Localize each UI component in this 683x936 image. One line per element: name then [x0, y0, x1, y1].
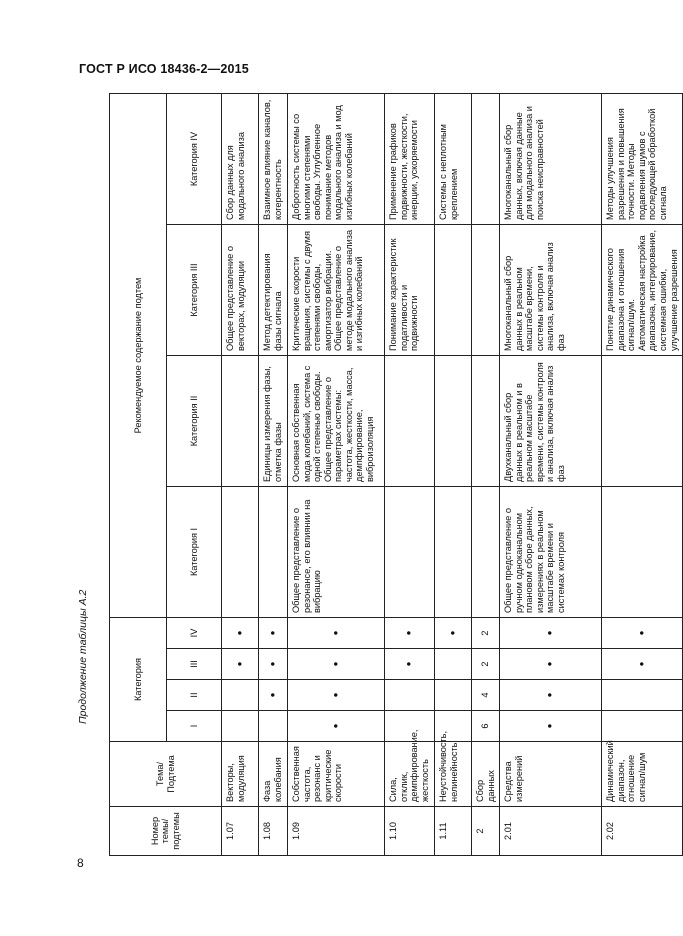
row-rec-ii: Основная собственная мода колебаний, система с одной степенью свободы. Общее представление о параметрах системы: частота, жесткости, масса, демпфирование, виброизоляция: [288, 355, 385, 486]
row-rec-ii: Двухканальный сбор данных в реальном и в реальном масштабе времени, системы контроля и анализа, включая анализ фаз: [500, 355, 602, 486]
table-row: [222, 93, 259, 855]
document-header: ГОСТ Р ИСО 18436-2—2015: [79, 62, 249, 76]
row-rec-i: [222, 486, 259, 617]
row-cat-iv: 2: [472, 617, 500, 648]
row-topic: Векторы, модуляция: [222, 742, 259, 807]
row-rec-i: [259, 486, 288, 617]
row-cat-iii: •: [602, 649, 683, 680]
row-cat-i: [602, 711, 683, 742]
row-rec-i: [602, 486, 683, 617]
table-row: [259, 93, 288, 855]
row-rec-iii: Понимание характеристик податливости и подвижности: [385, 224, 435, 355]
row-rec-iii: [472, 224, 500, 355]
row-cat-ii: [222, 680, 259, 711]
row-number: 1.08: [259, 807, 288, 856]
row-rec-ii: [435, 355, 472, 486]
header-cat-ii: II: [167, 680, 222, 711]
row-rec-iii: Метод детектирования фазы сигнала: [259, 224, 288, 355]
header-cat-iv: IV: [167, 617, 222, 648]
row-rec-iv: Взаимное влияние каналов, когерентность: [259, 93, 288, 224]
header-rec-i: Категория I: [167, 486, 222, 617]
row-rec-ii: [472, 355, 500, 486]
row-rec-iv: Системы с неплотным креплением: [435, 93, 472, 224]
header-cat-i: I: [167, 711, 222, 742]
row-cat-i: •: [500, 711, 602, 742]
header-rec-iv: Категория IV: [167, 93, 222, 224]
row-rec-iii: Многоканальный сбор данных в реальном масштабе времени, системы контроля и анализа, включая анализ фаз: [500, 224, 602, 355]
row-cat-i: [259, 711, 288, 742]
row-cat-ii: [385, 680, 435, 711]
row-cat-iv: •: [222, 617, 259, 648]
row-cat-ii: [435, 680, 472, 711]
row-rec-i: [472, 486, 500, 617]
row-number: 1.10: [385, 807, 435, 856]
row-number: 1.11: [435, 807, 472, 856]
table-row: [500, 93, 602, 855]
row-rec-iv: [472, 93, 500, 224]
row-cat-iii: •: [385, 649, 435, 680]
header-category: Категория: [110, 617, 167, 741]
row-cat-ii: •: [288, 680, 385, 711]
row-rec-iv: Сбор данных для модального анализа: [222, 93, 259, 224]
row-cat-iii: •: [222, 649, 259, 680]
row-cat-iv: •: [385, 617, 435, 648]
row-number: 1.07: [222, 807, 259, 856]
row-rec-iii: [435, 224, 472, 355]
row-number: 1.09: [288, 807, 385, 856]
table-row: [385, 93, 435, 855]
row-rec-i: Общее представление о резонансе, его влиянии на вибрацию: [288, 486, 385, 617]
row-rec-ii: [602, 355, 683, 486]
row-rec-iii: Общее представление о векторах, модуляции: [222, 224, 259, 355]
header-recommended: Рекомендуемое содержание подтем: [110, 93, 167, 617]
table-row: [602, 93, 683, 855]
row-topic: Сила, отклик, демпфирование, жесткость: [385, 742, 435, 807]
row-number: 2.01: [500, 807, 602, 856]
page-number: 8: [77, 856, 84, 870]
row-cat-ii: [602, 680, 683, 711]
row-cat-iii: [435, 649, 472, 680]
row-topic: Средства измерений: [500, 742, 602, 807]
row-cat-iii: •: [500, 649, 602, 680]
row-rec-i: [435, 486, 472, 617]
header-topic: Тема/Подтема: [110, 742, 222, 807]
row-topic: Фаза колебания: [259, 742, 288, 807]
row-cat-iv: •: [500, 617, 602, 648]
subtopics-table: [109, 93, 683, 856]
row-cat-iv: •: [602, 617, 683, 648]
row-cat-iii: •: [259, 649, 288, 680]
header-rec-ii: Категория II: [167, 355, 222, 486]
row-rec-iv: Добротность системы со многими степенями свободы. Углубленное понимание методов модального анализа и мод изгибных колебаний: [288, 93, 385, 224]
row-cat-iv: •: [259, 617, 288, 648]
header-cat-iii: III: [167, 649, 222, 680]
row-rec-iii: Понятие динамического диапазона и отношения сигнал/шум. Автоматическая настройка диапазона, интегрирование, системная ошибки, улучшение разрешения: [602, 224, 683, 355]
row-number: 2.02: [602, 807, 683, 856]
row-number: 2: [472, 807, 500, 856]
row-topic: Сбор данных: [472, 742, 500, 807]
row-cat-ii: 4: [472, 680, 500, 711]
row-cat-iv: •: [435, 617, 472, 648]
row-cat-iv: •: [288, 617, 385, 648]
table-row: [288, 93, 385, 855]
table-row: [472, 93, 500, 855]
row-rec-ii: [385, 355, 435, 486]
continuation-label: Продолжение таблицы А.2: [77, 589, 89, 724]
header-number: Номер темы/ подтемы: [110, 807, 222, 856]
rotated-table-wrapper: [109, 94, 679, 856]
row-cat-ii: •: [500, 680, 602, 711]
row-topic: Собственная частота, резонанс и критические скорости: [288, 742, 385, 807]
row-rec-iii: Критические скорости вращения, системы с двумя степенями свободы, амортизатор вибрации. Общее представление о методе модального анализа и изгибных колебаний: [288, 224, 385, 355]
row-topic: Динамический диапазон, отношение сигнал/шум: [602, 742, 683, 807]
row-cat-iii: •: [288, 649, 385, 680]
row-cat-i: [222, 711, 259, 742]
row-rec-iv: Методы улучшения разрешения и повышения точности. Методы подавления шумов с последующей обработкой сигнала: [602, 93, 683, 224]
row-rec-iv: Многоканальный сбор данных, включая данные для модального анализа и поиска неисправностей: [500, 93, 602, 224]
row-rec-iv: Применение графиков подвижности, жесткости, инерции, ускоряемости: [385, 93, 435, 224]
row-rec-ii: Единицы измерения фазы, отметка фазы: [259, 355, 288, 486]
row-topic: Неустойчивость, нелинейность: [435, 742, 472, 807]
row-rec-i: [385, 486, 435, 617]
header-rec-iii: Категория III: [167, 224, 222, 355]
table-row: [435, 93, 472, 855]
row-cat-ii: •: [259, 680, 288, 711]
row-cat-iii: 2: [472, 649, 500, 680]
row-cat-i: 6: [472, 711, 500, 742]
row-cat-i: •: [288, 711, 385, 742]
row-rec-ii: [222, 355, 259, 486]
row-rec-i: Общее представление о ручном одноканальном плановом сборе данных, измерениях в реальном масштабе времени и системах контроля: [500, 486, 602, 617]
